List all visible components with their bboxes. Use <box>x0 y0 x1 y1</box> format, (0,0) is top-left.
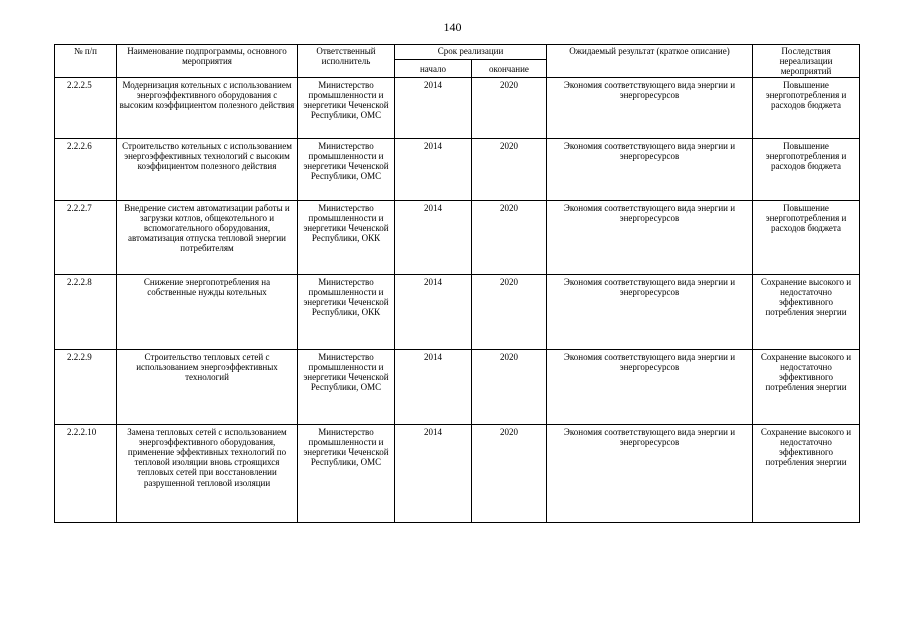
cell-end: 2020 <box>472 200 547 274</box>
table-header <box>55 45 860 78</box>
header-num: № п/п <box>55 45 117 78</box>
cell-result: Экономия соответствующего вида энергии и энергоресурсов <box>547 349 753 424</box>
cell-responsible: Министерство промышленности и энергетики Чеченской Республики, ОКК <box>298 274 395 349</box>
table-row <box>55 200 860 274</box>
cell-result: Экономия соответствующего вида энергии и энергоресурсов <box>547 77 753 138</box>
cell-end: 2020 <box>472 138 547 200</box>
table-row <box>55 77 860 138</box>
cell-start: 2014 <box>395 424 472 522</box>
table-row <box>55 274 860 349</box>
cell-consequences: Сохранение высокого и недостаточно эффективного потребления энергии <box>753 274 860 349</box>
cell-start: 2014 <box>395 200 472 274</box>
cell-result: Экономия соответствующего вида энергии и энергоресурсов <box>547 274 753 349</box>
cell-consequences: Повышение энергопотребления и расходов бюджета <box>753 200 860 274</box>
cell-consequences: Повышение энергопотребления и расходов бюджета <box>753 138 860 200</box>
cell-responsible: Министерство промышленности и энергетики Чеченской Республики, ОМС <box>298 424 395 522</box>
cell-consequences: Сохранение высокого и недостаточно эффективного потребления энергии <box>753 424 860 522</box>
cell-consequences: Сохранение высокого и недостаточно эффективного потребления энергии <box>753 349 860 424</box>
cell-num: 2.2.2.10 <box>55 424 117 522</box>
cell-end: 2020 <box>472 274 547 349</box>
cell-name: Внедрение систем автоматизации работы и загрузки котлов, общекотельного и вспомогательного оборудования, автоматизация отпуска тепловой энергии потребителям <box>117 200 298 274</box>
header-end: окончание <box>472 59 547 77</box>
cell-consequences: Повышение энергопотребления и расходов бюджета <box>753 77 860 138</box>
cell-responsible: Министерство промышленности и энергетики Чеченской Республики, ОМС <box>298 349 395 424</box>
cell-responsible: Министерство промышленности и энергетики Чеченской Республики, ОМС <box>298 138 395 200</box>
cell-end: 2020 <box>472 349 547 424</box>
header-name: Наименование подпрограммы, основного мероприятия <box>117 45 298 78</box>
header-consequences: Последствия нереализации мероприятий <box>753 45 860 78</box>
cell-result: Экономия соответствующего вида энергии и энергоресурсов <box>547 200 753 274</box>
cell-start: 2014 <box>395 77 472 138</box>
cell-num: 2.2.2.6 <box>55 138 117 200</box>
cell-result: Экономия соответствующего вида энергии и энергоресурсов <box>547 138 753 200</box>
measures-table <box>54 44 860 523</box>
cell-name: Строительство тепловых сетей с использованием энергоэффективных технологий <box>117 349 298 424</box>
cell-responsible: Министерство промышленности и энергетики Чеченской Республики, ОМС <box>298 77 395 138</box>
cell-responsible: Министерство промышленности и энергетики Чеченской Республики, ОКК <box>298 200 395 274</box>
cell-end: 2020 <box>472 424 547 522</box>
cell-name: Снижение энергопотребления на собственные нужды котельных <box>117 274 298 349</box>
cell-end: 2020 <box>472 77 547 138</box>
cell-num: 2.2.2.5 <box>55 77 117 138</box>
table-row <box>55 424 860 522</box>
table-row <box>55 138 860 200</box>
cell-num: 2.2.2.7 <box>55 200 117 274</box>
header-period: Срок реализации <box>395 45 547 60</box>
table-body <box>55 77 860 522</box>
table-row <box>55 349 860 424</box>
cell-start: 2014 <box>395 274 472 349</box>
cell-start: 2014 <box>395 349 472 424</box>
cell-name: Замена тепловых сетей с использованием энергоэффективного оборудования, применение эффективных технологий по тепловой изоляции вновь строящихся тепловых сетей при восстановлении разрушенной тепловой изоляции <box>117 424 298 522</box>
header-result: Ожидаемый результат (краткое описание) <box>547 45 753 78</box>
cell-result: Экономия соответствующего вида энергии и энергоресурсов <box>547 424 753 522</box>
page-number: 140 <box>443 20 462 34</box>
cell-name: Модернизация котельных с использованием энергоэффективного оборудования с высоким коэффициентом полезного действия <box>117 77 298 138</box>
cell-start: 2014 <box>395 138 472 200</box>
cell-name: Строительство котельных с использованием энергоэффективных технологий с высоким коэффициентом полезного действия <box>117 138 298 200</box>
header-responsible: Ответственный исполнитель <box>298 45 395 78</box>
cell-num: 2.2.2.8 <box>55 274 117 349</box>
header-start: начало <box>395 59 472 77</box>
cell-num: 2.2.2.9 <box>55 349 117 424</box>
